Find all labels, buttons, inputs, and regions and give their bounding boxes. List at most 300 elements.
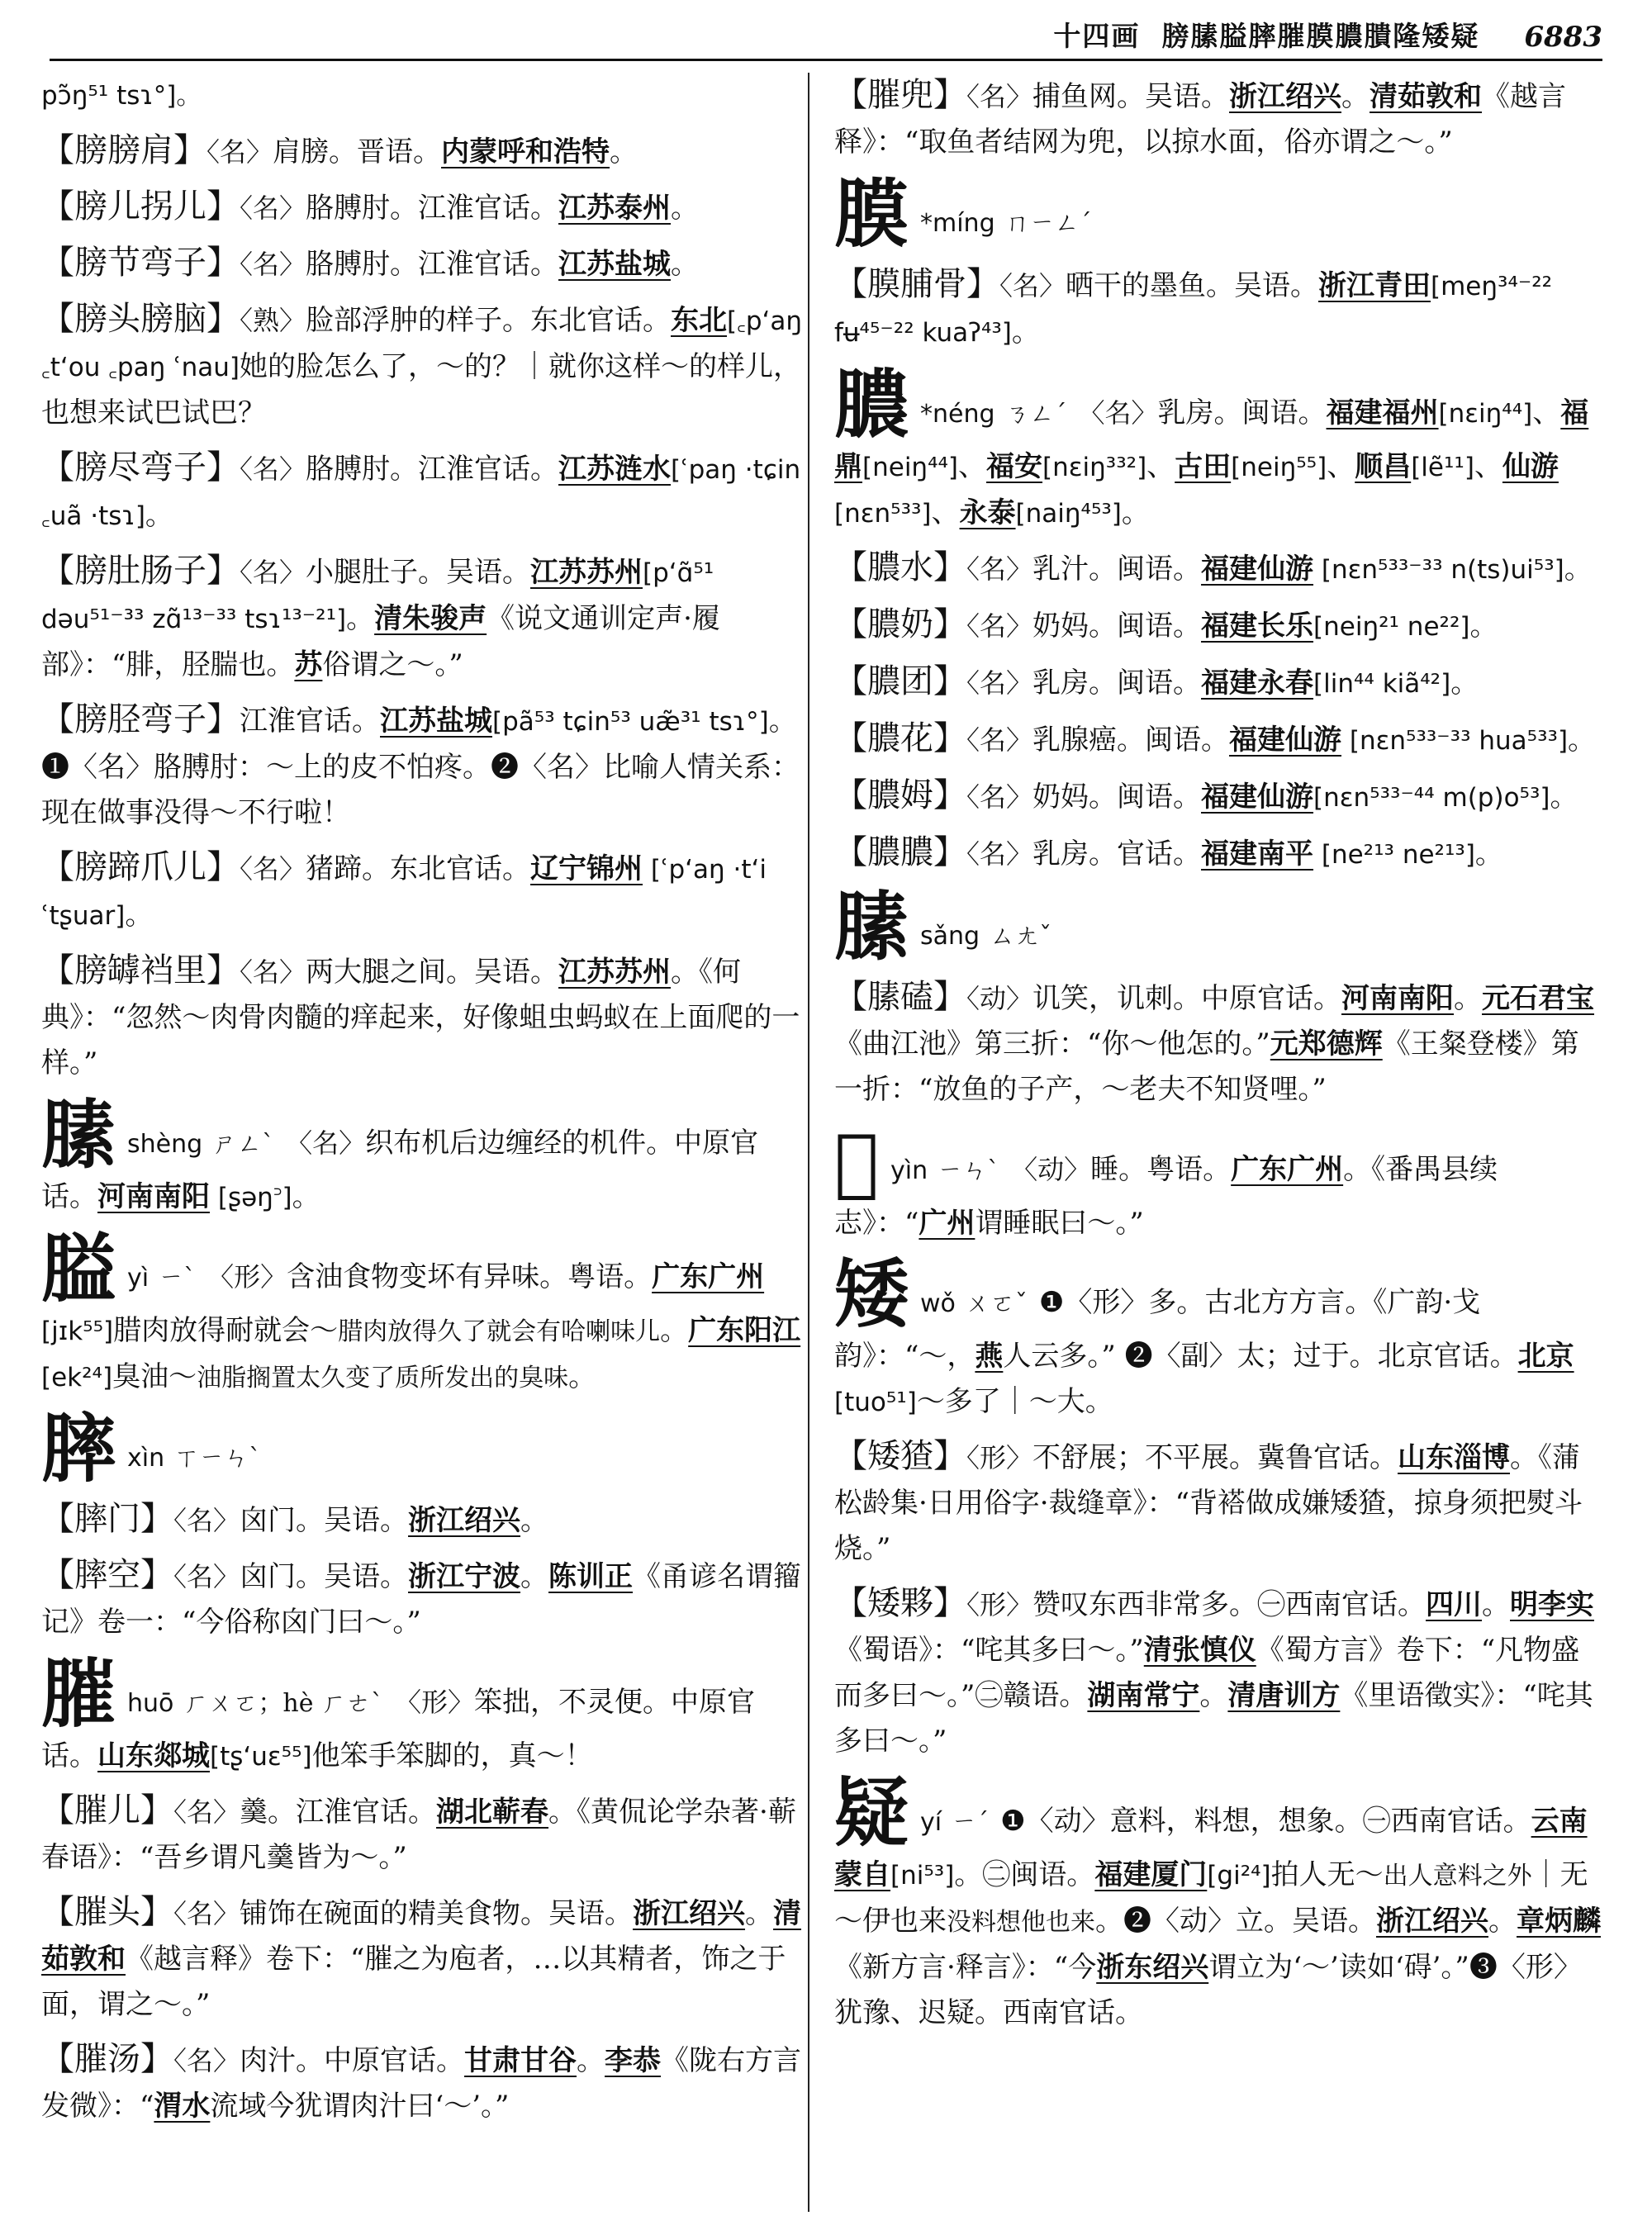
word-entry — [41, 1890, 809, 2028]
definition-text: 、 — [931, 496, 960, 529]
part-of-speech: 〈名〉 — [173, 1505, 240, 1536]
character-entry — [41, 1405, 809, 1492]
entry-headword: 【 膀节弯子 】 — [41, 244, 240, 282]
part-of-speech: 〈名〉 — [999, 270, 1066, 301]
word-entry — [834, 975, 1602, 1113]
phonetic-transcription: [nɛn⁵³³⁻³³ hua⁵³³] — [1341, 726, 1569, 756]
definition-text: 。 — [145, 499, 173, 532]
location-label: 福建永春 — [1201, 667, 1314, 700]
part-of-speech: 〈动〉 — [966, 983, 1033, 1014]
definition-text: 。 — [1121, 496, 1150, 529]
definition-text: 、 — [958, 450, 987, 483]
location-label: 元石君宝 — [1482, 982, 1595, 1015]
part-of-speech: 〈名〉 — [966, 838, 1033, 870]
definition-text: 。 — [1450, 667, 1479, 700]
right-column — [834, 73, 1602, 2212]
definition-text: 肩膀。晋语。 — [273, 135, 442, 168]
head-character: 膜 — [834, 170, 909, 258]
definition-text: 胳膊肘。江淮官话。 — [306, 248, 559, 281]
location-label: 渭水 — [154, 2090, 211, 2123]
zhuyin-reading: ㄏㄨㄛ；hè ㄏㄜˋ — [183, 1689, 384, 1718]
definition-text: 、 — [1327, 450, 1355, 483]
definition-text: 、 — [1532, 396, 1561, 429]
character-entry — [834, 1117, 1602, 1246]
entry-headword: 【 膗汤 】 — [41, 2040, 173, 2078]
definition-text: 。 — [671, 192, 700, 225]
definition-text: 含油食物变坏有异味。粤语。 — [287, 1260, 653, 1293]
definition-text: 。 — [346, 602, 375, 635]
part-of-speech: 〈名〉 — [966, 81, 1033, 112]
phonetic-transcription: [nɛn⁵³³] — [834, 499, 932, 529]
definition-text: 谓立为‘～’读如‘碍’。”❸〈形〉犹豫、迟疑。西南官话。 — [834, 1951, 1582, 2029]
definition-text: 。 — [1199, 1679, 1228, 1712]
definition-text: 《越言释》卷下：“膗之为庖者，…以其精者，饰之于面，谓之～。” — [41, 1943, 786, 2021]
definition-text: 。 — [520, 1504, 549, 1537]
character-entry — [41, 1650, 809, 1780]
phonetic-transcription: [meŋ³⁴⁻²² fʉ⁴⁵⁻²² kuaʔ⁴³] — [834, 272, 1553, 348]
word-entry — [41, 128, 809, 175]
definition-text: 乳汁。闽语。 — [1032, 553, 1202, 586]
phonetic-transcription: pɔ̃ŋ⁵¹ tsɿ°]。 — [41, 81, 202, 111]
definition-text: 。 — [1469, 610, 1498, 643]
part-of-speech: 〈名〉 — [966, 724, 1033, 756]
phonetic-transcription: [ʂəŋ꜄] — [210, 1183, 292, 1212]
zhuyin-reading: ㄒㄧㄣˋ — [174, 1444, 262, 1473]
definition-text: 两大腿之间。吴语。 — [306, 956, 559, 989]
location-label: 广州 — [919, 1207, 976, 1240]
headword-range: 膀膆膉膟膗膜膿膭隆矮疑 — [1161, 20, 1480, 52]
definition-text: 奶妈。闽语。 — [1032, 610, 1202, 643]
definition-text: 。 — [1568, 724, 1597, 757]
word-entry — [41, 184, 809, 231]
character-entry — [834, 1250, 1602, 1426]
part-of-speech: 〈名〉 — [173, 1898, 240, 1929]
location-label: 浙江绍兴 — [408, 1504, 521, 1537]
phonetic-transcription: [ne²¹³ ne²¹³] — [1313, 840, 1475, 870]
definition-text: 。 — [577, 2044, 605, 2077]
phonetic-transcription: [gi²⁴] — [1207, 1861, 1271, 1891]
location-label: 福建仙游 — [1229, 724, 1342, 757]
definition-text: 。《番禺县续志》：“ — [834, 1153, 1498, 1240]
location-label: 元郑德辉 — [1270, 1027, 1383, 1060]
zhuyin-reading: ㄕㄥˋ — [212, 1130, 275, 1159]
location-label: 北京 — [1517, 1340, 1574, 1373]
phonetic-transcription: [neiŋ²¹ ne²²] — [1313, 612, 1470, 642]
entry-headword: 【 矮夥 】 — [834, 1584, 966, 1622]
definition-text: 、 — [1474, 450, 1502, 483]
phonetic-transcription: [nɛn⁵³³⁻⁴⁴ m(p)o⁵³] — [1313, 783, 1550, 813]
gloss-note: 油脂搁置太久变了质所发出的臭味 — [197, 1364, 569, 1393]
definition-text: 流域今犹谓肉汁曰‘～’。” — [210, 2090, 510, 2123]
location-label: 燕 — [975, 1340, 1004, 1373]
part-of-speech: 〈名〉 — [966, 667, 1033, 699]
word-entry — [41, 697, 809, 836]
entry-headword: 【 膀头膀脑 】 — [41, 300, 240, 338]
definition-text: 《越言释》：“取鱼者结网为兜，以掠水面，俗亦谓之～。” — [834, 80, 1567, 159]
definition-text: 小腿肚子。吴语。 — [306, 556, 531, 589]
gloss-note: 出人意料之外 — [1383, 1862, 1532, 1891]
phonetic-transcription: [neiŋ⁵⁵] — [1231, 453, 1327, 482]
definition-text: 臭油～ — [112, 1360, 197, 1393]
word-entry — [41, 2037, 809, 2129]
word-entry — [834, 716, 1602, 764]
definition-text: 。 — [1454, 982, 1483, 1015]
head-character: 𦞑 — [834, 1117, 880, 1205]
entry-headword: 【 膆磕 】 — [834, 978, 966, 1016]
definition-text: 、 — [1146, 450, 1175, 483]
definition-text: 乳房。闽语。 — [1157, 396, 1327, 429]
pinyin-reading: *néng — [920, 400, 995, 429]
phonetic-transcription: [ek²⁴] — [41, 1363, 113, 1393]
word-entry — [41, 297, 809, 436]
definition-text: ❶〈动〉意料，料想，想象。㊀西南官话。 — [1000, 1805, 1531, 1838]
definition-text: 江淮官话。 — [240, 705, 380, 738]
definition-text: 。 — [610, 135, 638, 168]
definition-text: 拍人无～ — [1270, 1858, 1384, 1891]
definition-text: 。 — [1550, 780, 1578, 814]
zhuyin-reading: ㄇㄧㄥˊ — [1004, 209, 1092, 238]
phonetic-transcription: [lẽ¹¹] — [1411, 453, 1474, 482]
phonetic-transcription: [ʿpaŋ ·tɕin ꜀uã ·tsɿ] — [41, 455, 801, 531]
phonetic-transcription: [naiŋ⁴⁵³] — [1015, 499, 1122, 529]
part-of-speech: 〈名〉 — [240, 453, 306, 485]
location-label: 江苏盐城 — [558, 248, 672, 281]
definition-text: 。 — [1564, 553, 1593, 586]
zhuyin-reading: ㄧˊ — [952, 1808, 990, 1837]
location-label: 河南南阳 — [1341, 982, 1455, 1015]
phonetic-transcription: [꜀p‘aŋ ꜀t‘ou ꜀paŋ ʿnau] — [41, 306, 803, 382]
location-label: 福建福州 — [1326, 396, 1439, 429]
gloss-note: 腊肉放得久了就会有哈喇味儿 — [338, 1317, 661, 1346]
left-column — [41, 73, 809, 2212]
definition-text: 乳房。官话。 — [1032, 837, 1202, 871]
definition-text: 。 — [671, 248, 700, 281]
phonetic-transcription: [lin⁴⁴ kiã⁴²] — [1313, 669, 1451, 699]
definition-text: 。❶〈名〉胳膊肘：～上的皮不怕疼。❷〈名〉比喻人情关系：现在做事没得～不行啦！ — [41, 705, 800, 829]
location-label: 浙江绍兴 — [1229, 80, 1342, 113]
entry-headword: 【 膿团 】 — [834, 662, 966, 700]
phonetic-transcription: [pã⁵³ tɕin⁵³ uæ̃³¹ tsɿ°] — [492, 707, 769, 737]
continued-text — [41, 73, 809, 119]
entry-headword: 【 膿花 】 — [834, 719, 966, 757]
definition-text: 囟门。吴语。 — [240, 1560, 409, 1593]
part-of-speech: 〈名〉 — [966, 781, 1033, 813]
definition-text: 俗谓之～。” — [322, 648, 463, 681]
location-label: 福鼎 — [834, 396, 1589, 483]
word-entry — [834, 73, 1602, 165]
location-label: 清唐训方 — [1227, 1679, 1341, 1712]
location-label: 陈训正 — [548, 1560, 634, 1593]
definition-text: 腊肉放得耐就会～ — [113, 1314, 339, 1347]
location-label: 云南蒙自 — [834, 1805, 1588, 1891]
location-label: 四川 — [1426, 1588, 1483, 1621]
word-entry — [41, 240, 809, 287]
location-label: 苏 — [294, 648, 323, 681]
word-entry — [834, 1434, 1602, 1572]
definition-text: ～多了｜～大。 — [916, 1385, 1113, 1418]
phonetic-transcription: [ʿp‘aŋ ·t‘i ʿtʂuar] — [41, 855, 767, 931]
entry-headword: 【 膀罅裆里 】 — [41, 951, 240, 989]
entry-headword: 【 膀尽弯子 】 — [41, 448, 240, 486]
definition-text: 《蜀语》：“咤其多曰～。” — [834, 1634, 1144, 1667]
location-label: 浙江绍兴 — [633, 1897, 746, 1930]
definition-text: 。 — [125, 899, 154, 932]
part-of-speech: 〈熟〉 — [240, 305, 306, 336]
word-entry — [41, 845, 809, 939]
gloss-note: 没料想他也来 — [947, 1908, 1095, 1937]
location-label: 福建厦门 — [1094, 1858, 1208, 1891]
location-label: 河南南阳 — [97, 1180, 210, 1213]
location-label: 章炳麟 — [1517, 1905, 1601, 1938]
definition-text: 。《蒲松龄集·日用俗字·裁缝章》：“背褡做成嫌矮猹，掠身须把熨斗烧。” — [834, 1441, 1583, 1565]
phonetic-transcription: [neiŋ⁴⁴] — [862, 453, 959, 482]
location-label: 江苏涟水 — [558, 453, 672, 486]
word-entry — [834, 1581, 1602, 1764]
pinyin-reading: wǒ — [920, 1289, 956, 1318]
word-entry — [834, 262, 1602, 356]
location-label: 清茹敦和 — [1370, 80, 1483, 113]
location-label: 浙江青田 — [1318, 269, 1431, 302]
word-entry — [41, 1788, 809, 1881]
word-entry — [41, 948, 809, 1086]
part-of-speech: 〈名〉 — [206, 136, 273, 168]
character-entry — [834, 1769, 1602, 2036]
definition-text: 胳膊肘。江淮官话。 — [306, 192, 559, 225]
zhuyin-reading: ㄋㄥˊ — [1004, 400, 1067, 429]
entry-headword: 【 膀胫弯子 】 — [41, 700, 240, 738]
head-character: 膿 — [834, 361, 909, 448]
location-label: 福安 — [986, 450, 1043, 483]
entry-headword: 【 膜脯骨 】 — [834, 265, 999, 303]
location-label: 江苏苏州 — [558, 956, 672, 989]
phonetic-transcription: [ni⁵³] — [890, 1861, 955, 1891]
part-of-speech: 〈名〉 — [173, 1796, 240, 1828]
zhuyin-reading: ㄙㄤˇ — [990, 922, 1052, 951]
part-of-speech: 〈名〉 — [1078, 397, 1158, 429]
head-character: 膆 — [41, 1091, 116, 1179]
head-character: 膉 — [41, 1225, 116, 1312]
phonetic-transcription: [tuo⁵¹] — [834, 1388, 917, 1417]
definition-text: 讥笑，讥刺。中原官话。 — [1032, 982, 1342, 1015]
part-of-speech: 〈名〉 — [966, 610, 1033, 642]
entry-headword: 【 膟门 】 — [41, 1500, 173, 1538]
entry-headword: 【 膗头 】 — [41, 1893, 173, 1931]
page-number: 6883 — [1524, 21, 1602, 54]
word-entry — [834, 602, 1602, 650]
pinyin-reading: xìn — [127, 1444, 165, 1473]
entry-headword: 【 膟空 】 — [41, 1556, 173, 1594]
zhuyin-reading: ㄧˋ — [159, 1264, 197, 1293]
phonetic-transcription: [nɛiŋ³³²] — [1042, 453, 1147, 482]
word-entry — [834, 545, 1602, 593]
definition-text: 。 — [568, 1360, 597, 1393]
location-label: 山东淄博 — [1398, 1441, 1511, 1474]
word-entry — [834, 830, 1602, 878]
head-character: 膗 — [41, 1650, 116, 1738]
pinyin-reading: sǎng — [920, 922, 980, 951]
definition-text: 胳膊肘。江淮官话。 — [306, 453, 559, 486]
part-of-speech: 〈形〉 — [395, 1687, 475, 1718]
definition-text: 猪蹄。东北官话。 — [306, 852, 531, 885]
definition-text: 。 — [1482, 1588, 1511, 1621]
definition-text: 乳房。闽语。 — [1032, 667, 1202, 700]
definition-text: 。 — [1011, 316, 1040, 349]
definition-text: 《新方言·释言》：“今 — [834, 1951, 1097, 1984]
part-of-speech: 〈形〉 — [966, 1442, 1033, 1473]
entry-headword: 【 膗兜 】 — [834, 76, 966, 114]
definition-text: 脸部浮肿的样子。东北官话。 — [306, 304, 672, 337]
definition-text: 《陇右方言发微》：“ — [41, 2044, 802, 2123]
definition-text: 她的脸怎么了，～的？｜就你这样～的样儿，也想来试巴试巴？ — [41, 350, 802, 429]
word-entry — [41, 1553, 809, 1645]
character-entry — [834, 170, 1602, 258]
definition-text: 。 — [1341, 80, 1370, 113]
location-label: 浙东绍兴 — [1096, 1951, 1209, 1984]
entry-headword: 【 膀蹄爪儿 】 — [41, 848, 240, 886]
location-label: 甘肃甘谷 — [464, 2044, 577, 2077]
stroke-section-label: 十四画 — [1053, 20, 1141, 52]
part-of-speech: 〈名〉 — [240, 956, 306, 988]
definition-text: 。 — [1474, 837, 1503, 871]
phonetic-transcription: [nɛiŋ⁴⁴] — [1438, 399, 1533, 429]
page-header — [50, 18, 1602, 61]
phonetic-transcription: [jɪk⁵⁵] — [41, 1317, 114, 1346]
definition-text: 《甬谚名谓籀记》卷一：“今俗称囟门曰～。” — [41, 1560, 802, 1639]
location-label: 福建南平 — [1201, 837, 1314, 871]
part-of-speech: 〈名〉 — [173, 2045, 240, 2076]
location-label: 广东阳江 — [688, 1314, 801, 1347]
definition-text: 。❷〈动〉立。吴语。 — [1095, 1905, 1376, 1938]
definition-text: 《说文通训定声·履部》：“腓，胫腨也。 — [41, 602, 720, 681]
location-label: 湖南常宁 — [1087, 1679, 1200, 1712]
head-character: 膆 — [834, 883, 909, 970]
phonetic-transcription: [p‘ɑ̃⁵¹ dəu⁵¹⁻³³ zɑ̃¹³⁻³³ tsɿ¹³⁻²¹] — [41, 558, 714, 634]
entry-headword: 【 膀膀肩 】 — [41, 131, 206, 169]
definition-text: 谓睡眠曰～。” — [975, 1207, 1144, 1240]
location-label: 清朱骏声 — [374, 602, 487, 635]
part-of-speech: 〈动〉 — [1011, 1154, 1091, 1185]
location-label: 仙游 — [1502, 450, 1559, 483]
location-label: 辽宁锦州 — [530, 852, 643, 885]
definition-text: 。 — [660, 1314, 689, 1347]
pinyin-reading: huō — [127, 1689, 174, 1718]
head-character: 膟 — [41, 1405, 116, 1492]
part-of-speech: 〈形〉 — [966, 1589, 1033, 1620]
location-label: 浙江宁波 — [408, 1560, 521, 1593]
word-entry — [834, 659, 1602, 707]
definition-text: 奶妈。闽语。 — [1032, 780, 1202, 814]
location-label: 广东广州 — [1231, 1153, 1344, 1186]
definition-text: 。 — [292, 1180, 320, 1213]
location-label: 福建仙游 — [1201, 553, 1314, 586]
definition-text: 《里语徵实》：“咤其多曰～。” — [834, 1679, 1593, 1758]
zhuyin-reading: ㄧㄣˋ — [938, 1156, 1000, 1185]
definition-text: 《王粲登楼》第一折：“放鱼的子产，～老夫不知贤哩。” — [834, 1027, 1579, 1106]
definition-text: 织布机后边缠经的机件。中原官话。 — [41, 1127, 759, 1213]
location-label: 广东广州 — [652, 1260, 765, 1293]
zhuyin-reading: ㄨㄛˇ — [965, 1289, 1028, 1318]
part-of-speech: 〈名〉 — [173, 1561, 240, 1592]
definition-text: 。㊁闽语。 — [954, 1858, 1095, 1891]
location-label: 江苏盐城 — [380, 705, 492, 738]
location-label: 江苏苏州 — [530, 556, 643, 589]
character-entry — [41, 1225, 809, 1401]
part-of-speech: 〈名〉 — [240, 249, 306, 280]
word-entry — [41, 445, 809, 539]
phonetic-transcription: [nɛn⁵³³⁻³³ n(ts)ui⁵³] — [1313, 555, 1564, 585]
location-label: 明李实 — [1510, 1588, 1595, 1621]
location-label: 永泰 — [959, 496, 1016, 529]
phonetic-transcription: [tʂ‘uɛ⁵⁵] — [210, 1742, 312, 1772]
part-of-speech: 〈形〉 — [207, 1261, 287, 1293]
word-entry — [41, 1497, 809, 1544]
definition-text: 羹。江淮官话。 — [240, 1796, 437, 1829]
location-label: 福建长乐 — [1201, 610, 1314, 643]
location-label: 清张慎仪 — [1143, 1634, 1256, 1667]
entry-headword: 【 矮猹 】 — [834, 1437, 966, 1475]
definition-text: ❶〈形〉多。古北方方言。《广韵·戈韵》：“～， — [834, 1286, 1481, 1373]
definition-text: 。 — [1488, 1905, 1517, 1938]
location-label: 山东郯城 — [97, 1739, 210, 1772]
location-label: 东北 — [671, 304, 728, 337]
pinyin-reading: *míng — [920, 209, 995, 238]
entry-headword: 【 膿水 】 — [834, 548, 966, 586]
definition-text: 。《何典》：“忽然～肉骨肉髓的痒起来，好像蛆虫蚂蚁在上面爬的一样。” — [41, 956, 800, 1079]
definition-text: 捕鱼网。吴语。 — [1032, 80, 1230, 113]
entry-headword: 【 膀儿拐儿 】 — [41, 187, 240, 225]
definition-text: 他笨手笨脚的，真～！ — [311, 1739, 593, 1772]
location-label: 福建仙游 — [1201, 780, 1314, 814]
column-divider — [808, 73, 809, 2212]
location-label: 内蒙呼和浩特 — [441, 135, 610, 168]
definition-text: 赞叹东西非常多。㊀西南官话。 — [1032, 1588, 1427, 1621]
definition-text: 不舒展；不平展。冀鲁官话。 — [1032, 1441, 1398, 1474]
definition-text: 囟门。吴语。 — [240, 1504, 409, 1537]
pinyin-reading: yí — [920, 1808, 942, 1837]
entry-headword: 【 膿奶 】 — [834, 605, 966, 643]
definition-text: ｜无～伊也来 — [834, 1858, 1588, 1938]
entry-headword: 【 膗儿 】 — [41, 1791, 173, 1829]
location-label: 浙江绍兴 — [1376, 1905, 1488, 1938]
pinyin-reading: yì — [127, 1264, 150, 1293]
definition-text: 人云多。” ❷〈副〉太；过于。北京官话。 — [1003, 1340, 1518, 1373]
head-character: 矮 — [834, 1250, 909, 1338]
head-character: 疑 — [834, 1769, 909, 1857]
part-of-speech: 〈名〉 — [240, 853, 306, 885]
location-label: 顺昌 — [1355, 450, 1412, 483]
definition-text: 睡。粤语。 — [1090, 1153, 1232, 1186]
location-label: 江苏泰州 — [558, 192, 672, 225]
location-label: 清茹敦和 — [41, 1897, 802, 1976]
word-entry — [41, 548, 809, 688]
definition-text: 。 — [520, 1560, 549, 1593]
character-entry — [41, 1091, 809, 1221]
definition-text: 铺饰在碗面的精美食物。吴语。 — [240, 1897, 634, 1930]
part-of-speech: 〈名〉 — [240, 557, 306, 588]
definition-text: 《曲江池》第三折：“你～他怎的。” — [834, 1027, 1270, 1060]
definition-text: 乳腺癌。闽语。 — [1032, 724, 1230, 757]
pinyin-reading: yìn — [890, 1156, 928, 1185]
definition-text: 肉汁。中原官话。 — [240, 2044, 465, 2077]
character-entry — [834, 883, 1602, 970]
definition-text: 。 — [745, 1897, 774, 1930]
part-of-speech: 〈名〉 — [240, 192, 306, 224]
definition-text: 。《黄侃论学杂著·蕲春语》：“吾乡谓凡羹皆为～。” — [41, 1796, 796, 1874]
entry-headword: 【 膿膿 】 — [834, 833, 966, 871]
location-label: 湖北蕲春 — [436, 1796, 549, 1829]
pinyin-reading: shèng — [127, 1130, 203, 1159]
word-entry — [834, 773, 1602, 821]
